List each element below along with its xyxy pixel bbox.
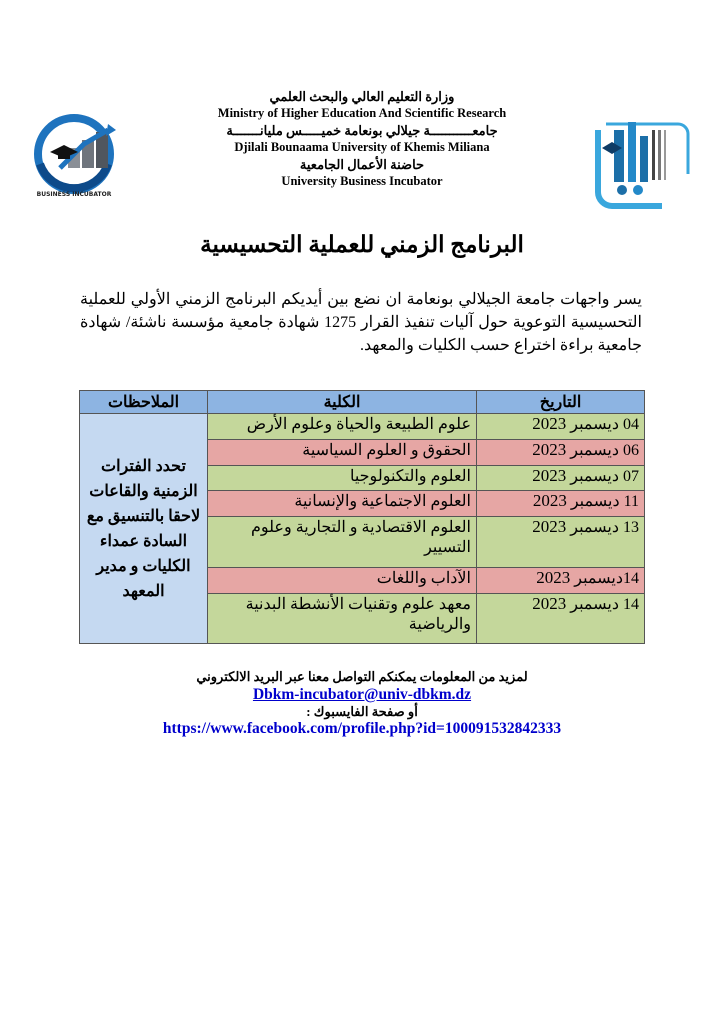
faculty-cell: الحقوق و العلوم السياسية (208, 439, 477, 465)
page-title: البرنامج الزمني للعملية التحسيسية (200, 232, 524, 257)
date-cell: 07 ديسمبر 2023 (477, 465, 645, 491)
faculty-cell: العلوم الاقتصادية و التجارية وعلوم التسيير (208, 517, 477, 567)
schedule-table (79, 390, 645, 644)
ministry-en: Ministry of Higher Education And Scientific Research (217, 106, 507, 120)
date-cell: 11 ديسمبر 2023 (477, 491, 645, 517)
faculty-cell: الآداب واللغات (208, 567, 477, 593)
notes-cell: تحدد الفترات الزمنية والقاعات لاحقا بالتنسيق مع السادة عمداء الكليات و مدير المعهد (80, 414, 208, 644)
header-notes: الملاحظات (80, 391, 208, 414)
table-row (80, 414, 645, 440)
date-cell: 14 ديسمبر 2023 (477, 593, 645, 643)
faculty-cell: علوم الطبيعة والحياة وعلوم الأرض (208, 414, 477, 440)
ministry-ar: وزارة التعليم العالي والبحث العلمي (269, 89, 455, 104)
djilali-bounaama-university-logo (592, 108, 692, 214)
university-en: Djilali Bounaama University of Khemis Miliana (234, 140, 490, 154)
date-cell: 14ديسمبر 2023 (477, 567, 645, 593)
table-header-row (80, 391, 645, 414)
intro-paragraph: يسر واجهات جامعة الجيلالي بونعامة ان نضع بين أيديكم البرنامج الزمني الأولي للعملية التحسيسية التوعوية حول آليات تنفيذ القرار 1275 شهادة جامعية مؤسسة ناشئة/ شهادة جامعية براءة اختراع حسب الكليات والمعهد. (80, 291, 643, 354)
facebook-label: أو صفحة الفايسبوك : (306, 704, 418, 719)
faculty-cell: العلوم والتكنولوجيا (208, 465, 477, 491)
header-date: التاريخ (477, 391, 645, 414)
faculty-cell: العلوم الاجتماعية والإنسانية (208, 491, 477, 517)
university-ar: جامعـــــــــــة جيلالي بونعامة خميـــــس مليانـــــــة (226, 123, 498, 138)
date-cell: 13 ديسمبر 2023 (477, 517, 645, 567)
header-faculty: الكلية (208, 391, 477, 414)
contact-section (0, 668, 724, 739)
email-link[interactable]: Dbkm-incubator@univ-dbkm.dz (252, 686, 472, 703)
business-incubator-logo (30, 112, 130, 200)
left-logo-caption: BUSINESS INCUBATOR (36, 191, 112, 198)
facebook-link[interactable]: https://www.facebook.com/profile.php?id=100091532842333 (162, 720, 562, 737)
contact-intro: لمزيد من المعلومات يمكنكم التواصل معنا عبر البريد الالكتروني (196, 669, 528, 684)
date-cell: 04 ديسمبر 2023 (477, 414, 645, 440)
date-cell: 06 ديسمبر 2023 (477, 439, 645, 465)
incubator-ar: حاضنة الأعمال الجامعية (299, 157, 425, 172)
faculty-cell: معهد علوم وتقنيات الأنشطة البدنية والرياضية (208, 593, 477, 643)
incubator-en: University Business Incubator (281, 174, 443, 188)
